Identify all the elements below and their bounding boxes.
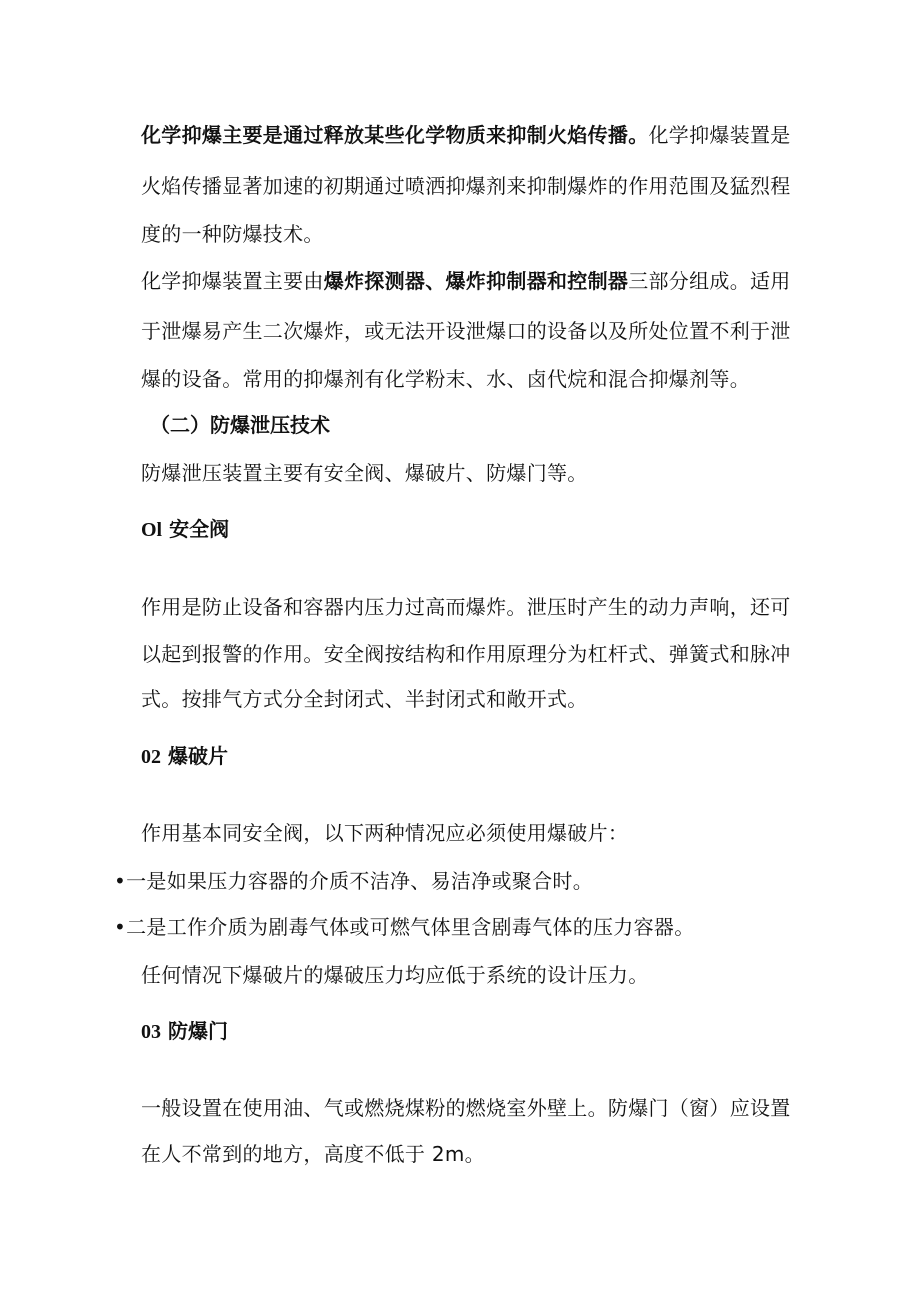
para2-line3: 爆的设备。常用的抑爆剂有化学粉末、水、卤代烷和混合抑爆剂等。 <box>141 367 750 391</box>
item2-number: 02 <box>141 746 161 768</box>
item1-heading <box>141 514 229 545</box>
item3-line1: 一般设置在使用油、气或燃烧煤粉的燃烧室外壁上。防爆门（窗）应设置 <box>141 1096 791 1120</box>
para1-line2: 火焰传播显著加速的初期通过喷洒抑爆剂来抑制爆炸的作用范围及猛烈程 <box>141 174 791 198</box>
para2-bold: 爆炸探测器、爆炸抑制器和控制器 <box>323 269 629 293</box>
item1-line3: 式。按排气方式分全封闭式、半封闭式和敞开式。 <box>141 687 588 711</box>
item2-heading <box>141 741 228 772</box>
section2-heading: （二）防爆泄压技术 <box>150 413 330 437</box>
item3-number: 03 <box>141 1021 161 1043</box>
item2-title: 爆破片 <box>167 744 228 768</box>
para1-line3: 度的一种防爆技术。 <box>141 222 324 246</box>
item2-bullet-1: •一是如果压力容器的介质不洁净、易洁净或聚合时。 <box>114 869 593 893</box>
item2-note: 任何情况下爆破片的爆破压力均应低于系统的设计压力。 <box>141 963 649 987</box>
para1-bold-lead: 化学抑爆主要是通过释放某些化学物质来抑制火焰传播。 <box>141 123 649 147</box>
para1-rest: 化学抑爆装置是 <box>648 123 791 147</box>
item1-title: 安全阀 <box>169 517 230 541</box>
item3-title: 防爆门 <box>167 1019 228 1043</box>
section2-intro: 防爆泄压装置主要有安全阀、爆破片、防爆门等。 <box>141 461 588 485</box>
para2-line2: 于泄爆易产生二次爆炸，或无法开设泄爆口的设备以及所处位置不利于泄 <box>141 319 791 343</box>
item3-heading <box>141 1016 228 1047</box>
item1-line1: 作用是防止设备和容器内压力过高而爆炸。泄压时产生的动力声响，还可 <box>141 595 791 619</box>
item2-intro: 作用基本同安全阀，以下两种情况应必须使用爆破片： <box>141 821 629 845</box>
para2-line1 <box>141 266 791 296</box>
item2-bullet-2: •二是工作介质为剧毒气体或可燃气体里含剧毒气体的压力容器。 <box>114 915 695 939</box>
item1-number: Ol <box>141 519 163 541</box>
item3-line2: 在人不常到的地方，高度不低于 2m。 <box>141 1142 485 1166</box>
para2-pre: 化学抑爆装置主要由 <box>141 269 324 293</box>
item1-line2: 以起到报警的作用。安全阀按结构和作用原理分为杠杆式、弹簧式和脉冲 <box>141 642 791 666</box>
para1-line1 <box>141 120 791 150</box>
para2-post: 三部分组成。适用 <box>628 269 791 293</box>
